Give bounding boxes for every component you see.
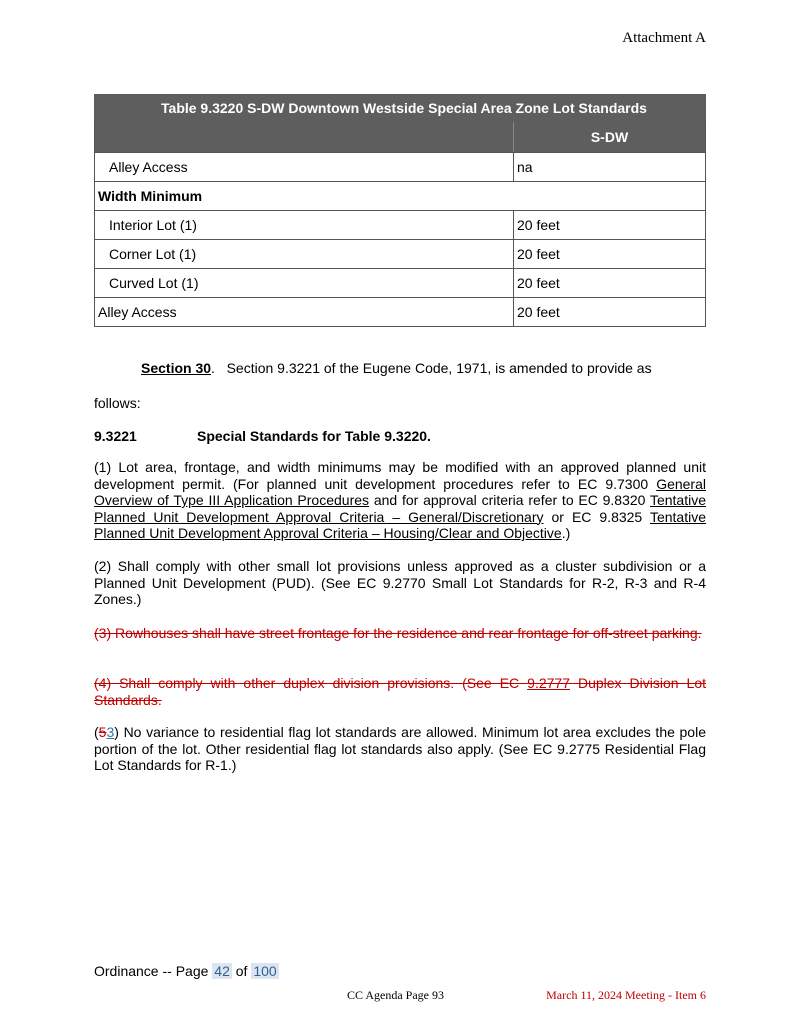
paragraph-4-deleted: [94, 675, 706, 708]
ordinance-label: Ordinance -- Page: [94, 963, 209, 979]
row-group-label: Width Minimum: [95, 182, 706, 211]
section-text: Section 9.3221 of the Eugene Code, 1971, is amended to provide as: [226, 360, 652, 376]
link-pud-discretionary[interactable]: Tentative Planned Unit Development Approval Criteria – General/Discretionary: [94, 492, 707, 525]
link-pud-clear-objective[interactable]: Tentative Planned Unit Development Approval Criteria – Housing/Clear and Objective: [94, 508, 707, 541]
heading-title: Special Standards for Table 9.3220.: [197, 428, 431, 444]
row-value: 20 feet: [514, 240, 706, 269]
table-row: [95, 211, 706, 240]
page-total: 100: [253, 963, 277, 979]
table-title-row: [95, 95, 706, 122]
row-label: Alley Access: [95, 153, 514, 182]
p4-text-a: (4) Shall comply with other duplex division provisions. (See EC: [94, 675, 528, 691]
row-label: Curved Lot (1): [95, 269, 514, 298]
section-label: Section 30: [141, 360, 212, 376]
table-title: Table 9.3220 S-DW Downtown Westside Special Area Zone Lot Standards: [95, 95, 706, 122]
link-duplex-division[interactable]: 9.2777: [527, 675, 570, 691]
p5-text: ) No variance to residential flag lot standards are allowed. Minimum lot area excludes the pole portion of the lot. Other residential flag lot standards also apply. (See EC 9.2775 Residential Flag Lot Standards for R-1.): [94, 724, 706, 773]
row-value: 20 feet: [514, 269, 706, 298]
table-row: [95, 182, 706, 211]
row-label: Corner Lot (1): [95, 240, 514, 269]
paragraph-5: [94, 724, 706, 774]
of-label: of: [235, 963, 248, 979]
p5-deleted-number: 5: [98, 724, 107, 740]
table-row: [95, 240, 706, 269]
section-heading: [94, 428, 706, 445]
row-value: na: [514, 153, 706, 182]
row-label: Interior Lot (1): [95, 211, 514, 240]
row-value: 20 feet: [514, 211, 706, 240]
cc-agenda-page: CC Agenda Page 93: [347, 988, 444, 1002]
p4-text-b: Duplex Division Lot Standards.: [94, 675, 707, 708]
table-row: [95, 269, 706, 298]
p1-text-d: .): [561, 525, 571, 541]
attachment-label: Attachment A: [622, 30, 706, 46]
p1-text-a: (1) Lot area, frontage, and width minimums may be modified with an approved planned unit development permit. (For planned unit development procedures refer to EC 9.7300: [94, 459, 706, 492]
column-header-s-dw: S-DW: [514, 122, 706, 153]
lot-standards-table: [94, 94, 706, 327]
link-general-overview[interactable]: General Overview of Type III Application Procedures: [94, 475, 706, 508]
paragraph-3-deleted: (3) Rowhouses shall have street frontage for the residence and rear frontage for off-street parking.: [94, 625, 702, 641]
meeting-label: March 11, 2024 Meeting - Item 6: [546, 988, 706, 1002]
paragraph-1: [94, 459, 706, 542]
p5-inserted-number: 3: [106, 724, 115, 740]
table-row: [95, 298, 706, 327]
table-row: [95, 153, 706, 182]
row-value: 20 feet: [514, 298, 706, 327]
p1-text-c: or EC 9.8325: [543, 508, 650, 525]
p1-text-b: and for approval criteria refer to EC 9.8320: [369, 492, 650, 508]
table-header-blank: [95, 122, 514, 153]
paragraph-2: (2) Shall comply with other small lot provisions unless approved as a cluster subdivision or a Planned Unit Development (PUD). (See EC 9.2770 Small Lot Standards for R-2, R-3 and R-4 Zones.): [94, 558, 706, 607]
section-follows: follows:: [94, 395, 141, 411]
section-intro: Section 30. Section 9.3221 of the Eugene Code, 1971, is amended to provide as: [141, 360, 652, 376]
row-label: Alley Access: [95, 298, 514, 327]
table-header-row: [95, 122, 706, 153]
p5-open: (: [94, 724, 99, 740]
heading-number: 9.3221: [94, 428, 137, 444]
page-number: 42: [214, 963, 230, 979]
footer-ordinance: [94, 963, 279, 979]
